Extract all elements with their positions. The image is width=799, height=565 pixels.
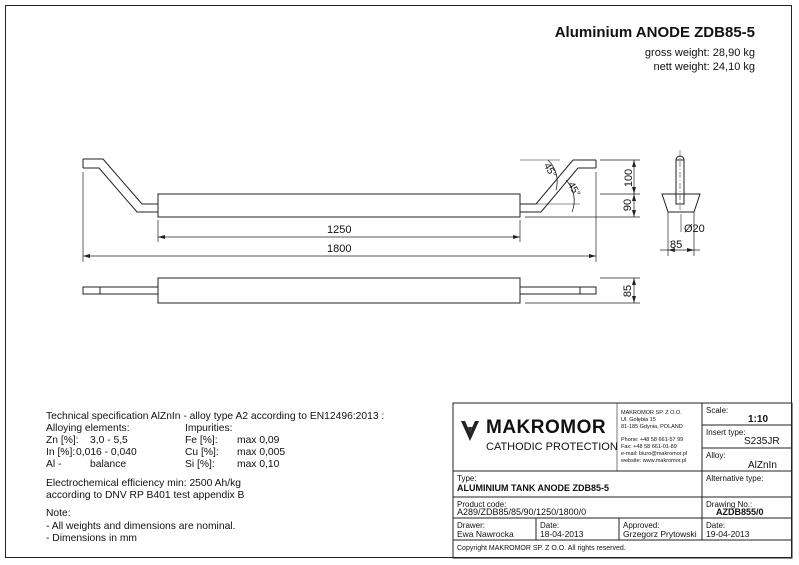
date-label: Date: (706, 521, 726, 530)
dim-diameter-20: Ø20 (684, 223, 705, 235)
address-line: Ul. Gołębia 15 (621, 417, 656, 423)
spec-row-imp: Si [%]: (185, 459, 215, 470)
dim-1800: 1800 (327, 243, 352, 255)
scale-label: Scale: (706, 406, 729, 415)
dim-85-front: 85 (670, 239, 683, 251)
spec-heading: Technical specification AlZnIn - alloy type A2 according to EN12496:2013 : (46, 411, 385, 422)
note-label: Note: (46, 508, 71, 519)
dim-90: 90 (622, 198, 635, 212)
spec-row-range: 3,0 - 5,5 (90, 435, 128, 446)
alternative-type-label: Alternative type: (706, 474, 764, 483)
address-line: MAKROMOR SP. Z O.O. (621, 410, 682, 416)
spec-row-el: Zn [%]: (46, 435, 79, 446)
drawer-label: Drawer: (457, 521, 486, 530)
spec-row-el: Al - (46, 459, 62, 470)
spec-row-max: max 0,005 (237, 447, 286, 458)
insert-type-label: Insert type: (706, 428, 746, 437)
date-label: Date: (540, 521, 560, 530)
dim-100: 100 (623, 168, 636, 188)
spec-row-imp: Cu [%]: (185, 447, 219, 458)
copyright-text: Copyright MAKROMOR SP. Z O.O. All rights reserved. (457, 545, 626, 552)
company-division: CATHODIC PROTECTION (486, 441, 618, 453)
drawing-no-value: AZDB855/0 (716, 507, 764, 517)
drawing-title: Aluminium ANODE ZDB85-5 (554, 24, 755, 41)
efficiency-line-1: Electrochemical efficiency min: 2500 Ah/kg (46, 478, 241, 489)
company-name: MAKROMOR (486, 417, 607, 438)
nett-weight: nett weight: 24,10 kg (653, 61, 755, 73)
note-line-2: - Dimensions in mm (46, 533, 137, 544)
alloying-label: Alloying elements: (46, 423, 130, 434)
product-code-label: Product code: (457, 500, 507, 509)
spec-row-el: In [%]: (46, 447, 76, 458)
spec-row-max: max 0,10 (237, 459, 280, 470)
address-line: 81-185 Gdynia, POLAND (621, 424, 683, 430)
angle-45-b: 45° (565, 180, 583, 199)
note-line-1: - All weights and dimensions are nominal. (46, 521, 236, 532)
product-code-value: A289/ZDB85/85/90/1250/1800/0 (457, 507, 587, 517)
alloy-label: Alloy: (706, 451, 726, 460)
gross-weight: gross weight: 28,90 kg (644, 47, 755, 59)
type-label: Type: (457, 474, 477, 483)
date-value: 18-04-2013 (540, 529, 584, 539)
top-view-anode (83, 159, 596, 217)
efficiency-line-2: according to DNV RP B401 test appendix B (46, 490, 245, 501)
fax-text: Fax: +48 58 661-01-89 (621, 444, 677, 450)
scale-value: 1:10 (748, 414, 769, 425)
insert-type-value: S235JR (744, 436, 780, 447)
email-text: e-mail: biuro@makromor.pl (621, 451, 688, 457)
website-text: website: www.makromor.pl (621, 458, 687, 464)
phone-text: Phone: +48 58 661-57 99 (621, 437, 684, 443)
dim-1250: 1250 (327, 224, 352, 236)
approved-label: Approved: (623, 521, 660, 530)
approved-value: Grzegorz Prytowski (623, 529, 697, 539)
drawer-value: Ewa Nawrocka (457, 529, 514, 539)
type-value: ALUMINIUM TANK ANODE ZDB85-5 (457, 483, 609, 493)
bottom-view-anode (83, 278, 596, 303)
anode-body-top (158, 194, 520, 217)
alloy-value: AlZnIn (748, 460, 777, 471)
spec-row-range: 0,016 - 0,040 (76, 447, 137, 458)
dim-85-side: 85 (622, 284, 635, 298)
spec-row-range: balance (90, 459, 127, 470)
spec-row-max: max 0,09 (237, 435, 280, 446)
dimension-lines (83, 160, 700, 303)
makromor-logo-icon (461, 421, 479, 441)
impurities-label: Impurities: (185, 423, 233, 434)
spec-row-imp: Fe [%]: (185, 435, 218, 446)
angle-45-a: 45° (541, 161, 559, 180)
date-value: 19-04-2013 (706, 529, 750, 539)
drawing-no-label: Drawing No.: (706, 500, 753, 509)
